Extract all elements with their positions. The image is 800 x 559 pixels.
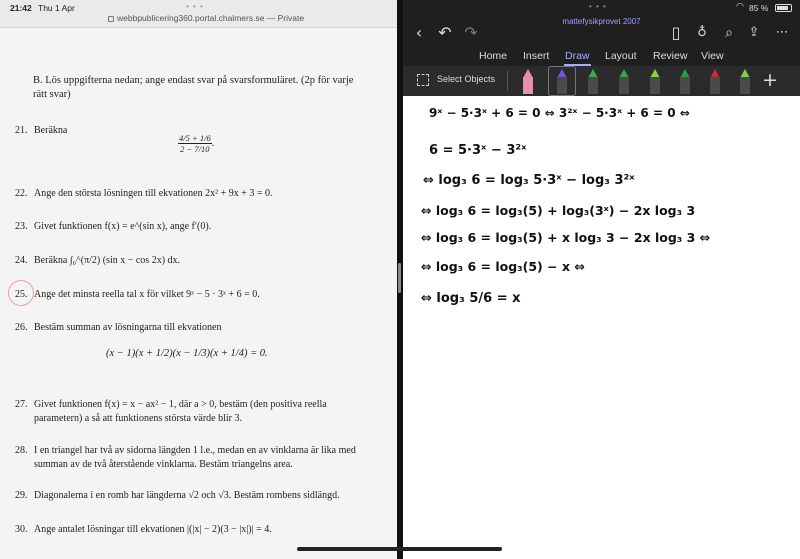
handwriting-line-6: ⇔ log₃ 6 = log₃(5) − x ⇔ (421, 259, 585, 274)
question-text: Ange den största lösningen till ekvationen 2x² + 9x + 3 = 0. (34, 188, 273, 199)
pen-body (523, 77, 533, 94)
question-text: Diagonalerna i en romb har längderna √2 och √3. Bestäm rombens sidlängd. (34, 490, 340, 501)
tab-review[interactable]: Review (653, 50, 688, 62)
battery-icon (775, 4, 792, 12)
status-time: 21:42 (10, 3, 32, 13)
share-icon[interactable]: ⇪ (748, 25, 760, 40)
safari-pane (0, 0, 397, 559)
question-number: 25. (15, 289, 28, 300)
onenote-titlebar (403, 0, 800, 66)
redo-icon[interactable]: ↷ (464, 23, 478, 42)
question-number: 30. (15, 524, 28, 535)
pen-body (588, 77, 598, 94)
pen-5[interactable] (648, 68, 662, 94)
note-canvas[interactable] (403, 96, 800, 559)
question-text: I en triangel har två av sidorna längden 1 l.e., medan en av vinklarna är lika med summan av de två återstående vinklarna. Bestäm triangelns area. (34, 445, 356, 470)
question-number: 27. (15, 399, 28, 410)
question-text: Ange det minsta reella tal x för vilket 9ˣ − 5 · 3ˣ + 6 = 0. (34, 289, 260, 300)
tab-view[interactable]: View (701, 50, 724, 62)
question-number: 21. (15, 125, 28, 136)
select-objects-icon[interactable] (417, 74, 429, 86)
question-text: Ange antalet lösningar till ekvationen |(|x| − 2)(3 − |x|)| = 4. (34, 524, 272, 535)
pen-3[interactable] (586, 68, 600, 94)
handwriting-line-3: ⇔ log₃ 6 = log₃ 5·3ˣ − log₃ 3²ˣ (423, 173, 635, 188)
question-text: Givet funktionen f(x) = e^(sin x), ange f′(0). (34, 221, 212, 232)
question-text: Bestäm summan av lösningarna till ekvationen (34, 322, 222, 333)
section-intro: B. Lös uppgifterna nedan; ange endast svar på svarsformuläret. (2p för varje rätt svar) (33, 75, 354, 100)
multitasking-dots[interactable]: • • • (589, 2, 607, 11)
draw-ribbon (403, 66, 800, 96)
tab-draw[interactable]: Draw (565, 50, 590, 62)
pen-2[interactable] (555, 68, 569, 94)
pen-8[interactable] (738, 68, 752, 94)
more-icon[interactable]: ⋯ (775, 25, 789, 40)
url-text: webbpublicering360.portal.chalmers.se — Private (117, 13, 305, 23)
tab-layout[interactable]: Layout (605, 50, 637, 62)
question-number: 22. (15, 188, 28, 199)
select-objects-button[interactable]: Select Objects (437, 74, 496, 84)
add-pen-button[interactable]: + (762, 69, 778, 91)
pen-body (557, 77, 567, 94)
back-icon[interactable]: ‹ (415, 23, 423, 42)
handwriting-line-4: ⇔ log₃ 6 = log₃(5) + log₃(3ˣ) − 2x log₃ 3 (421, 203, 696, 218)
ribbon-divider (507, 71, 508, 91)
wifi-icon: ◠ (736, 2, 744, 12)
question-number: 23. (15, 221, 28, 232)
handwriting-line-2: 6 = 5·3ˣ − 3²ˣ (429, 143, 527, 158)
pen-body (680, 77, 690, 94)
tab-home[interactable]: Home (479, 50, 508, 62)
safari-address-bar[interactable] (0, 0, 397, 28)
pen-6[interactable] (678, 68, 692, 94)
url-field[interactable] (108, 13, 304, 23)
notebook-title: mattefysikprovet 2007 (562, 17, 641, 26)
handwriting-line-7: ⇔ log₃ 5/6 = x (421, 291, 521, 306)
onenote-pane (403, 0, 800, 559)
q21-formula: $\frac{4/5 + 1/6}{2 - 7/10}$ . (179, 133, 215, 154)
multitasking-dots[interactable]: • • • (186, 2, 204, 11)
lock-icon (108, 16, 114, 22)
lightbulb-icon[interactable]: ♁ (697, 25, 707, 40)
pen-body (740, 77, 750, 94)
status-date: Thu 1 Apr (38, 3, 75, 13)
question-number: 24. (15, 255, 28, 266)
question-number: 28. (15, 445, 28, 456)
question-text: Givet funktionen f(x) = x − ax² − 1, där a > 0, bestäm (den positiva reella parametern) a så att funktionens största värde blir 3. (34, 399, 327, 424)
battery-percent: 85 % (749, 3, 769, 13)
handwriting-line-1: 9ˣ − 5·3ˣ + 6 = 0 ⇔ 3²ˣ − 5·3ˣ + 6 = 0 ⇔ (429, 106, 690, 120)
pen-7[interactable] (708, 68, 722, 94)
handwriting-svg (403, 96, 800, 559)
pen-body (619, 77, 629, 94)
question-text: Beräkna (34, 125, 68, 136)
q21-denominator: 2 − 7/10 (178, 143, 212, 154)
pen-body (710, 77, 720, 94)
tab-insert[interactable]: Insert (523, 50, 550, 62)
search-icon[interactable]: ⌕ (725, 25, 733, 41)
pen-1[interactable] (521, 68, 535, 94)
device-icon[interactable]: ▯ (671, 23, 681, 42)
question-text: Beräkna ∫₀^(π/2) (sin x − cos 2x) dx. (34, 255, 181, 266)
q21-numerator: 4/5 + 1/6 (179, 133, 211, 143)
handwriting-line-5: ⇔ log₃ 6 = log₃(5) + x log₃ 3 − 2x log₃ 3 ⇔ (421, 230, 711, 245)
pen-body (650, 77, 660, 94)
question-number: 29. (15, 490, 28, 501)
undo-icon[interactable]: ↶ (438, 23, 452, 42)
home-indicator[interactable] (297, 547, 502, 551)
pen-4[interactable] (617, 68, 631, 94)
split-view-handle[interactable] (398, 263, 401, 293)
question-number: 26. (15, 322, 28, 333)
q26-formula: (x − 1)(x + 1/2)(x − 1/3)(x + 1/4) = 0. (106, 348, 268, 359)
